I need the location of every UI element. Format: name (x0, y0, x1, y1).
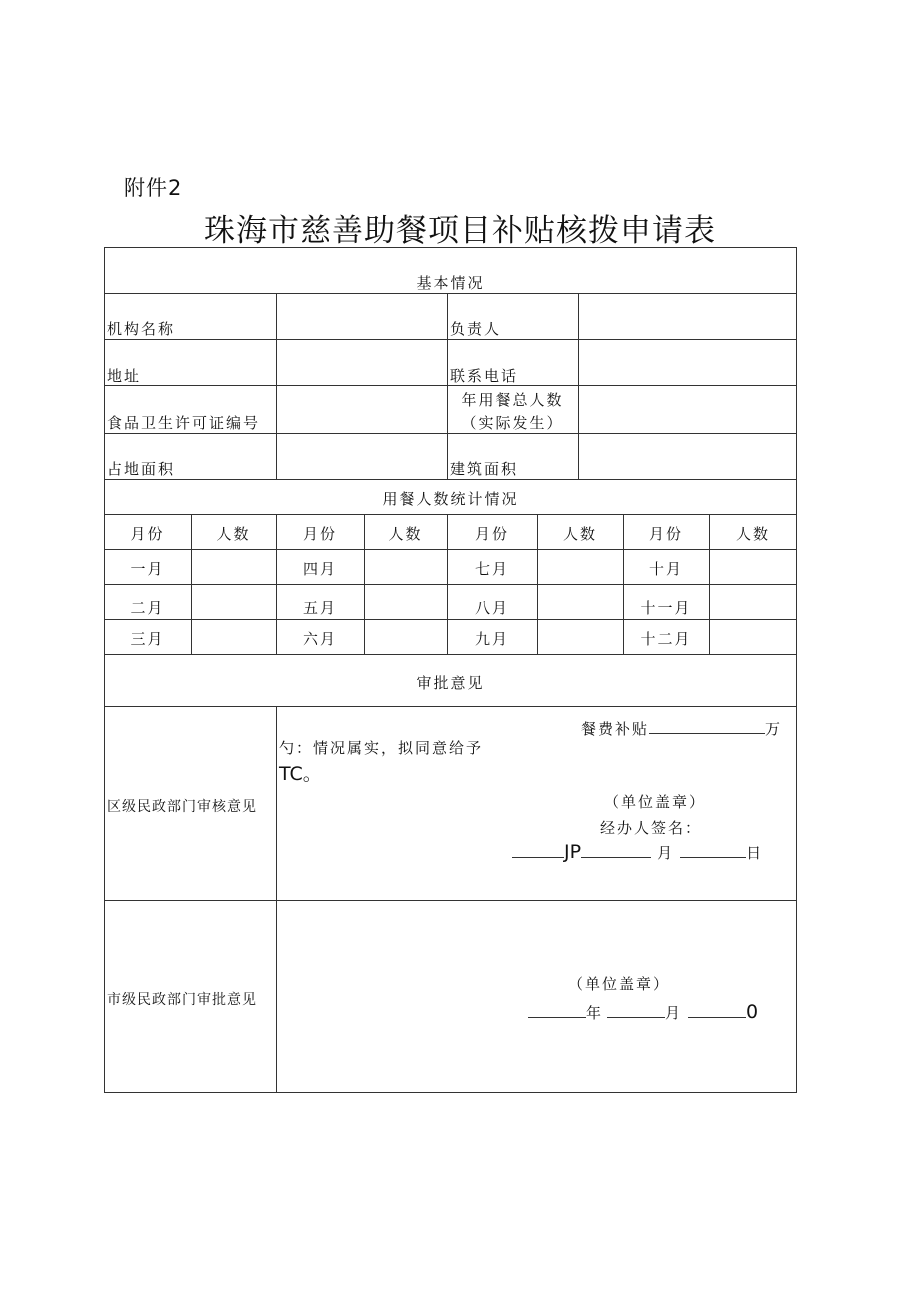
month-cell: 七月 (474, 560, 509, 578)
month-cell: 十一月 (640, 599, 692, 617)
label-org-name: 机构名称 (107, 320, 176, 338)
row-divider (104, 514, 797, 515)
row-divider (104, 479, 797, 480)
month-cell: 四月 (302, 560, 337, 578)
row-divider (104, 619, 797, 620)
handler-signature: 经办人签名： (600, 819, 703, 837)
section-approval: 审批意见 (416, 674, 485, 692)
col-divider (578, 293, 579, 479)
row-divider (104, 900, 797, 901)
col-divider (276, 293, 277, 479)
district-date-line (512, 841, 763, 863)
month-label: 月 (665, 1004, 683, 1022)
year-blank (528, 1003, 586, 1018)
meal-subsidy-unit: 万 (765, 720, 783, 738)
meal-subsidy-prefix: 餐费补贴 (581, 720, 650, 738)
month-cell: 八月 (474, 599, 509, 617)
header-count: 人数 (216, 525, 251, 543)
col-divider (276, 706, 277, 1093)
meal-subsidy-blank (649, 719, 765, 734)
row-divider (104, 706, 797, 707)
row-divider (104, 584, 797, 585)
row-divider (104, 549, 797, 550)
label-annual-meal-total-note: （实际发生） (461, 414, 564, 432)
month-cell: 五月 (302, 599, 337, 617)
label-land-area: 占地面积 (107, 460, 176, 478)
label-address: 地址 (107, 367, 142, 385)
date-garble: JP (564, 841, 582, 863)
review-statement-line1: 勺：情况属实，拟同意给予 (279, 739, 484, 757)
review-statement-line2: TC。 (279, 763, 322, 785)
meal-subsidy-line (581, 718, 782, 739)
form-title: 珠海市慈善助餐项目补贴核拨申请表 (204, 213, 716, 249)
row-divider (104, 654, 797, 655)
header-count: 人数 (388, 525, 423, 543)
header-count: 人数 (735, 525, 770, 543)
month-cell: 三月 (130, 630, 165, 648)
day-blank (688, 1003, 746, 1018)
month-label: 月 (657, 844, 675, 862)
month-cell: 九月 (474, 630, 509, 648)
label-person-in-charge: 负责人 (450, 320, 502, 338)
day-blank (680, 843, 746, 858)
header-month: 月份 (302, 525, 337, 543)
label-building-area: 建筑面积 (450, 460, 519, 478)
section-meal-stats: 用餐人数统计情况 (382, 490, 519, 508)
month-cell: 十月 (648, 560, 683, 578)
label-annual-meal-total: 年用餐总人数 (461, 391, 564, 409)
month-cell: 二月 (130, 599, 165, 617)
district-seal: （单位盖章） (604, 793, 707, 811)
month-blank (607, 1003, 665, 1018)
header-month: 月份 (474, 525, 509, 543)
city-date-line (528, 1001, 758, 1023)
year-blank (512, 843, 564, 858)
day-garble: 0 (746, 1001, 759, 1023)
label-district-review: 区级民政部门审核意见 (107, 799, 257, 815)
row-divider (104, 339, 797, 340)
day-label: 日 (746, 844, 764, 862)
section-basic-info: 基本情况 (416, 274, 485, 292)
header-month: 月份 (130, 525, 165, 543)
header-count: 人数 (562, 525, 597, 543)
month-cell: 六月 (302, 630, 337, 648)
month-cell: 十二月 (640, 630, 692, 648)
header-month: 月份 (648, 525, 683, 543)
col-divider (447, 293, 448, 479)
label-phone: 联系电话 (450, 367, 519, 385)
month-blank (581, 843, 651, 858)
attachment-label: 附件2 (124, 176, 183, 200)
label-city-approval: 市级民政部门审批意见 (107, 992, 257, 1008)
year-label: 年 (586, 1004, 604, 1022)
label-food-license: 食品卫生许可证编号 (107, 414, 261, 432)
month-cell: 一月 (130, 560, 165, 578)
city-seal: （单位盖章） (568, 975, 671, 993)
row-divider (104, 293, 797, 294)
row-divider (104, 433, 797, 434)
